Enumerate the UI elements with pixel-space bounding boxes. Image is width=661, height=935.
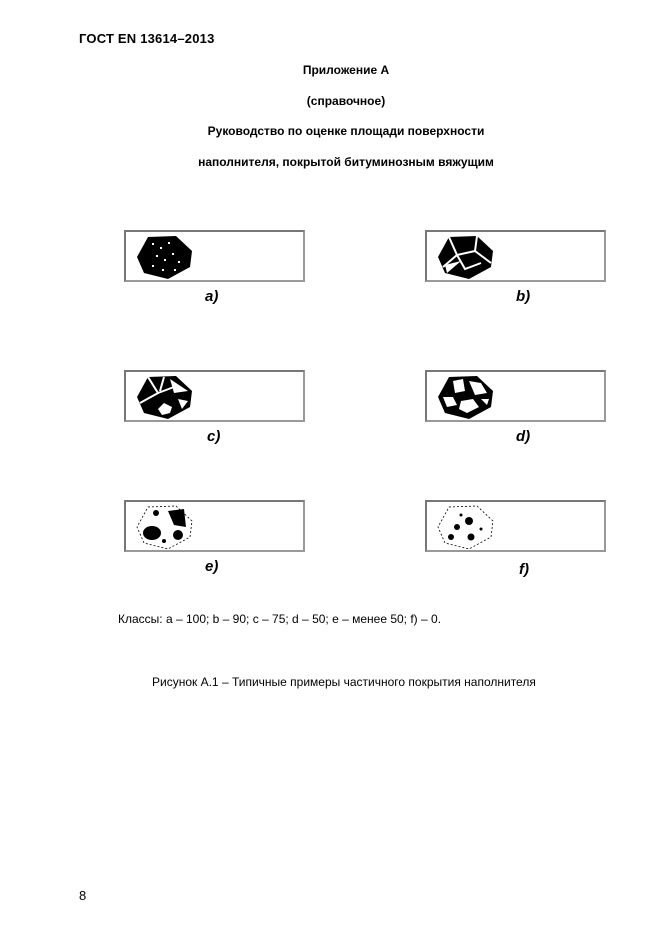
figure-panel-e xyxy=(124,500,305,552)
figure-panel-d xyxy=(425,370,606,422)
page-number: 8 xyxy=(79,888,87,903)
aggregate-under-50-coated-image xyxy=(134,503,206,551)
figure-caption: Рисунок А.1 – Типичные примеры частичного покрытия наполнителя xyxy=(152,675,536,689)
panel-label-b: b) xyxy=(516,288,531,305)
panel-label-e: e) xyxy=(205,558,219,575)
document-code: ГОСТ EN 13614–2013 xyxy=(79,31,215,46)
aggregate-75-coated-image xyxy=(134,373,206,421)
panel-label-d: d) xyxy=(516,428,531,445)
appendix-type: (справочное) xyxy=(306,94,386,108)
figure-panel-f xyxy=(425,500,606,552)
aggregate-fully-coated-image xyxy=(134,233,206,281)
aggregate-50-coated-image xyxy=(435,373,507,421)
figure-panel-b xyxy=(425,230,606,282)
classes-legend: Классы: a – 100; b – 90; c – 75; d – 50; e – менее 50; f) – 0. xyxy=(118,612,442,626)
figure-panel-c xyxy=(124,370,305,422)
figure-panel-a xyxy=(124,230,305,282)
aggregate-uncoated-image xyxy=(435,503,507,551)
panel-label-c: c) xyxy=(207,428,221,445)
aggregate-90-coated-image xyxy=(435,233,507,281)
appendix-title: Приложение А xyxy=(302,63,390,77)
appendix-heading-line-2: наполнителя, покрытой битуминозным вяжущим xyxy=(198,155,494,169)
panel-label-f: f) xyxy=(519,561,529,578)
panel-label-a: a) xyxy=(205,288,219,305)
appendix-heading-line-1: Руководство по оценке площади поверхности xyxy=(207,124,485,138)
